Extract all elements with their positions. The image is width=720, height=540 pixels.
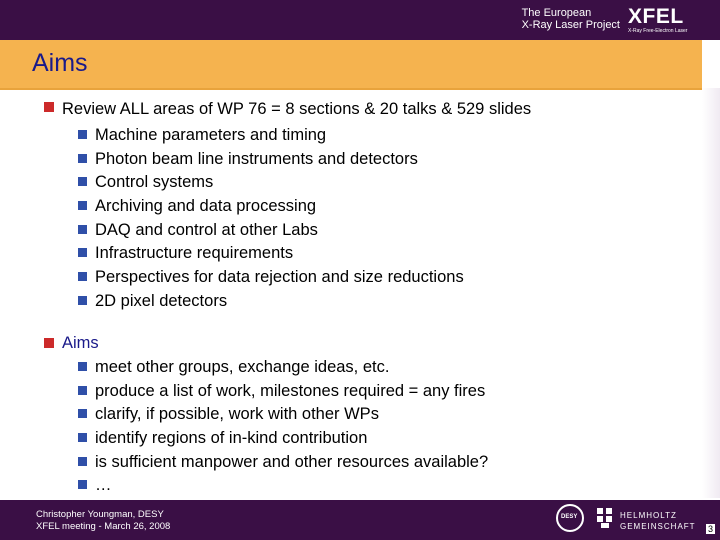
sub-bullet-marker <box>78 296 87 305</box>
bullet-text: Aims <box>62 334 99 352</box>
footer-event: XFEL meeting - March 26, 2008 <box>36 521 171 532</box>
sub-bullet-marker <box>78 225 87 234</box>
footer-credits <box>36 509 170 533</box>
sub-bullet-marker <box>78 362 87 371</box>
slide-title: Aims <box>32 49 88 77</box>
sub-bullet-text: identify regions of in-kind contribution <box>95 429 368 447</box>
desy-logo-icon <box>556 504 584 532</box>
sub-bullet-text: Machine parameters and timing <box>95 126 327 144</box>
sub-bullet-text: produce a list of work, milestones required = any fires <box>95 382 486 400</box>
sub-bullet-marker <box>78 154 87 163</box>
sub-bullet-text: meet other groups, exchange ideas, etc. <box>95 358 390 376</box>
helmholtz-logo-icon <box>596 507 614 529</box>
sub-bullet-text: 2D pixel detectors <box>95 292 228 310</box>
bullet-text: Review ALL areas of WP 76 = 8 sections & 20 talks & 529 slides <box>62 100 532 118</box>
bullet-marker <box>44 338 54 348</box>
xfel-logo <box>628 6 687 34</box>
sub-bullet-text: clarify, if possible, work with other WPs <box>95 405 379 423</box>
sub-bullet-marker <box>78 386 87 395</box>
desy-logo-label: DESY <box>561 514 578 520</box>
sub-bullet-marker <box>78 272 87 281</box>
project-line-1: The European <box>521 7 592 19</box>
project-line-2: X-Ray Laser Project <box>521 19 620 31</box>
sub-bullet-text: DAQ and control at other Labs <box>95 221 318 239</box>
sub-bullet-marker <box>78 130 87 139</box>
sub-bullet-text: Archiving and data processing <box>95 197 317 215</box>
sub-bullet-text: … <box>95 476 112 494</box>
helmholtz-wordmark <box>620 510 696 532</box>
xfel-logo-text: XFEL <box>628 5 684 28</box>
bullet-marker <box>44 102 54 112</box>
footer-author: Christopher Youngman, DESY <box>36 509 164 520</box>
sub-bullet-marker <box>78 433 87 442</box>
page-number: 3 <box>708 524 714 534</box>
sub-bullet-marker <box>78 480 87 489</box>
xfel-logo-subtext: X-Ray Free-Electron Laser <box>628 28 688 34</box>
sub-bullet-marker <box>78 409 87 418</box>
right-strip <box>702 88 720 498</box>
helmholtz-line-1: HELMHOLTZ <box>620 511 677 520</box>
sub-bullet-text: Photon beam line instruments and detectors <box>95 150 418 168</box>
sub-bullet-marker <box>78 177 87 186</box>
sub-bullet-marker <box>78 457 87 466</box>
sub-bullet-marker <box>78 201 87 210</box>
sub-bullet-text: Perspectives for data rejection and size reductions <box>95 268 464 286</box>
sub-bullet-text: is sufficient manpower and other resources available? <box>95 453 489 471</box>
helmholtz-line-2: GEMEINSCHAFT <box>620 522 696 531</box>
sub-bullet-text: Control systems <box>95 173 214 191</box>
sub-bullet-marker <box>78 248 87 257</box>
sub-bullet-text: Infrastructure requirements <box>95 244 294 262</box>
title-bar <box>0 40 702 90</box>
project-name <box>522 7 620 31</box>
